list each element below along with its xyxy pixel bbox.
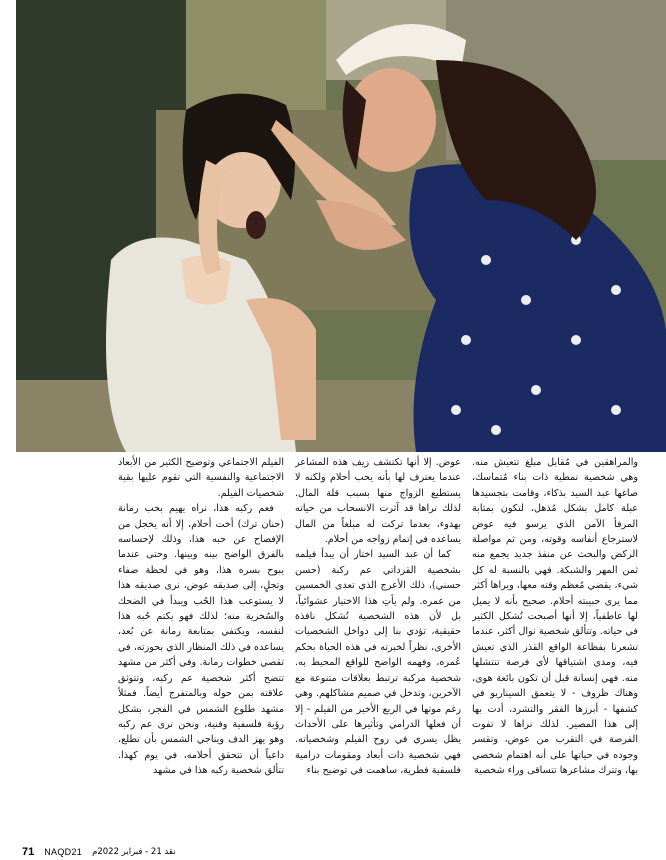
film-still-photo xyxy=(16,0,666,452)
paragraph: كما أن عبد السيد اختار أن يبدأ فيلمه بشخصية القرداتي عم ركبة (حسن حسني)، ذلك الأعرج الذي تعدى الخمسين من عمره. ولم يأتِ هذا الاختيار عشوائياً، بل لأن هذه الشخصية تُشكل نافذة حقيقية، تؤدي بنا إلى دواخل الشخصيات الأخرى، نظراً لخبرته في هذه الحياة بحكم عُمره، وفهمه الواضح للواقع المحيط به. شخصية مركبة ترتبط بعلاقات متنوعة مع الآخرين، وتدخل في صميم مشاكلهم. وهي رغم موتها في الربع الأخير من الفيلم - إلا أن فعلها الدرامي وتأثيرها على الأحداث يظل يسري في روح الفيلم وشخصياته. فهي شخصية ذات أبعاد ومقومات درامية فلسفية فطرية، ساهمت في توضيح بناء xyxy=(295,549,461,777)
article-body xyxy=(118,455,638,847)
page-edge xyxy=(640,452,666,860)
paragraph: فعم ركبه هذا، نراه يهيم بحب رمانة (حنان ترك) أخت أحلام، إلا أنه يخجل من الإفصاح عن حبه هذا، وذلك لإحساسه بالفرق الواضح بينه وبينها. وحتى عندما يبوح بسره هذا، وهو في لحظة صفاء وتجلٍ، إلى صديقه عوض، نرى صديقه هذا لا يستوعب هذا الحُب ويبدأ في الضحك والسُخرية منه؛ لذلك فهو يكتم حُبه هذا لنفسه، ويكتفي بمتابعة رمانة عن بُعد، يساعده في ذلك المنظار الذي بحوزته، في تقصي خطوات رمانة. وفي أكثر من مشهد تتضح أكثر شخصية عم ركبه، وتتوثق علاقته بمن حوله وبالمتفرج أيضاً. فمثلاً مشهد طلوع الشمس في الفجر، بشكل رؤية فلسفية وفنية، ونحن نرى عم ركبه وهو يهز الدف ويناجي الشمس بأن تطلع، داعياً أن تتحقق أحلامه، في يوم كهذا. تتألق شخصية ركبه هذا في مشهد xyxy=(118,503,284,777)
paragraph: عوض. إلا أنها تكتشف زيف هذه المشاعر عندما يعترف لها بأنه يحب أحلام ولكنه لا يستطيع الزواج منها بسبب قلة المال. لذلك نراها قد آثرت الانسحاب من حياته بهدوء، بعدما تركت له مبلغاً من المال يساعده في إتمام زواجه من أحلام. xyxy=(295,457,461,546)
text-column-middle xyxy=(295,455,461,847)
page-number: 71 xyxy=(22,846,35,858)
text-column-right xyxy=(472,455,638,847)
paragraph: والمراهقين في مُقابل مبلغ تتعيش منه. وهي شخصية نمطية ذات بناء مُتماسك، صاغها عبد السيد بذكاء، وقامت بتجسيدها عبلة كامل بشكل مُذهل، لتكون بمثابة المرفأ الآمن الذي يرسو فيه عوض لاسترجاع أنفاسه وقوته، ومن ثم مواصلة الركض والبحث عن منفذ جديد يجمع منه ثمن المهر والشبكة. فهي بالنسبة له كل شيء، يقضي مُعظم وقته معها، ويراها أكثر مما يرى حبيبته أحلام. صحيح بأنه لا يميل لها عاطفياً، إلا أنها أصبحت تُشكل الكثير في حياته. وتتألق شخصية نوال أكثر، عندما تشعرنا بفظاعة الواقع القذر الذي تعيش فيه، ومدى اشتياقها لأي فرصة تنتشلها منه. فهي إنسانة قبل أن تكون بائعة هوى، وهناك ظروف - لا يتعمق السيناريو في كشفها - أبرزها الفقر والتشرد، أدت بها إلى هذا المصير. لذلك نراها لا تفوت الفرصة في التقرب من عوض، وتقسر وجوده في حياتها على أنه اهتمام شخصي بها، وتترك مشاعرها تتساقى وراء شخصية xyxy=(472,457,638,777)
text-column-left xyxy=(118,455,284,847)
paragraph: الفيلم الاجتماعي وتوضيح الكثير من الأبعاد الاجتماعية والنفسية التي تقوم عليها بقية شخصيات الفيلم. xyxy=(118,457,284,499)
magazine-name: NAQD21 xyxy=(44,847,83,857)
film-still-illustration xyxy=(16,0,666,452)
page-footer xyxy=(22,845,176,859)
issue-label: نقد 21 - فبراير 2022م xyxy=(92,847,176,857)
